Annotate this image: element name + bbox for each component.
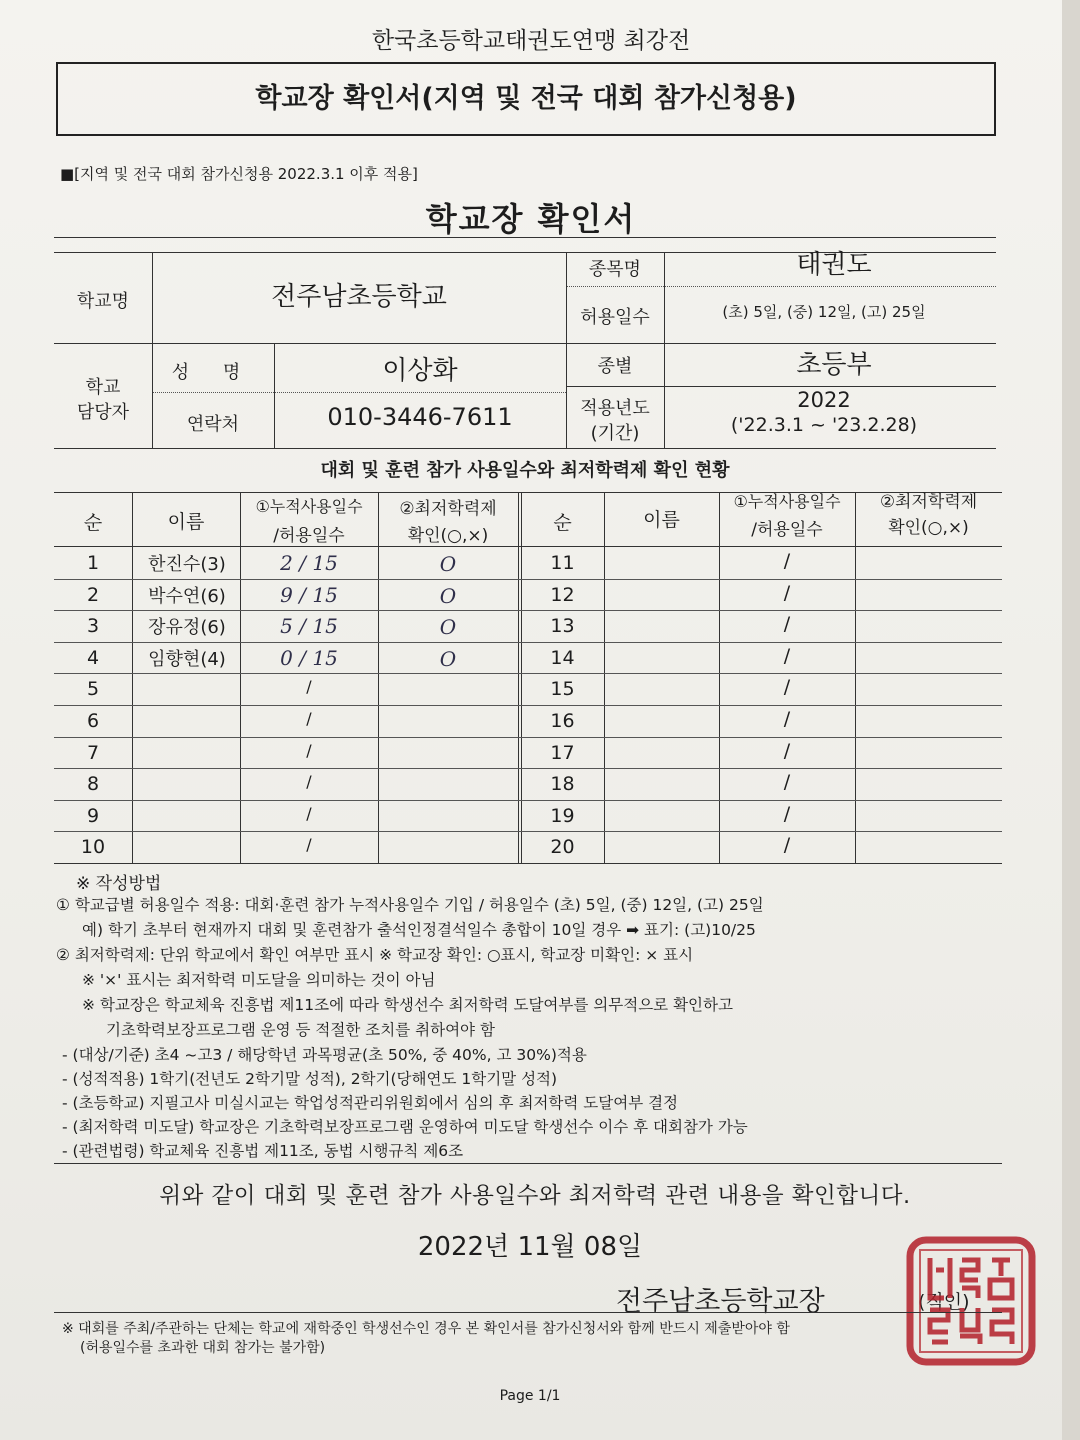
- name-value: 이상화: [382, 356, 458, 386]
- row-number: 20: [550, 836, 575, 859]
- row-number: 5: [86, 678, 100, 701]
- footer-note: (허용일수를 초과한 대회 참가는 불가함): [80, 1340, 326, 1356]
- row-number: 6: [86, 710, 100, 732]
- cumulative-days: /: [783, 771, 791, 794]
- phone-value: 010-3446-7611: [327, 403, 513, 431]
- row-number: 10: [80, 836, 106, 859]
- col-days: /허용일수: [273, 526, 345, 546]
- year-label: 적용년도: [580, 398, 650, 419]
- row-divider: [54, 800, 1002, 801]
- table-line: [604, 492, 605, 863]
- event-value: 태권도: [796, 250, 872, 280]
- info-line: [566, 286, 996, 287]
- table-line: [378, 492, 379, 863]
- minimum-academic-check: O: [439, 583, 457, 608]
- row-divider: [54, 579, 1002, 580]
- instruction-line: ① 학교급별 허용일수 적용: 대회·훈련 참가 누적사용일수 기입 / 허용일수 (초) 5일, (중) 12일, (고) 25일: [56, 896, 764, 914]
- col-days: /허용일수: [751, 520, 823, 540]
- name-label: 성 명: [171, 362, 255, 383]
- instruction-line: ※ '×' 표시는 최저학력 미도달을 의미하는 것이 아님: [82, 971, 436, 989]
- instruction-line: - (최저학력 미도달) 학교장은 기초학력보장프로그램 운영하여 미도달 학생선수 이수 후 대회참가 가능: [62, 1118, 748, 1136]
- divider: [54, 1163, 1002, 1164]
- col-check: 확인(○,×): [407, 526, 489, 546]
- instructions-title: ※ 작성방법: [76, 874, 162, 894]
- main-title: 학교장 확인서: [425, 200, 637, 238]
- row-number: 12: [550, 583, 575, 606]
- cumulative-days: /: [306, 772, 312, 792]
- col-days: ①누적사용일수: [733, 492, 841, 511]
- table-line: [855, 492, 856, 863]
- official-seal: [906, 1236, 1036, 1366]
- page-number: Page 1/1: [499, 1388, 561, 1404]
- cumulative-days: 9 / 15: [280, 582, 338, 607]
- instruction-line: - (관련법령) 학교체육 진흥법 제11조, 동법 시행규칙 제6조: [62, 1142, 464, 1160]
- event-label: 종목명: [588, 259, 642, 280]
- minimum-academic-check: O: [439, 646, 457, 671]
- student-name: 장유정(6): [148, 617, 226, 639]
- cumulative-days: /: [783, 834, 791, 857]
- row-number: 9: [86, 804, 100, 827]
- row-number: 7: [86, 741, 100, 764]
- cumulative-days: 5 / 15: [280, 614, 338, 639]
- boxed-title-frame: [56, 62, 996, 136]
- cumulative-days: /: [306, 835, 312, 855]
- period-value: ('22.3.1 ~ '23.2.28): [730, 414, 918, 436]
- row-number: 11: [550, 552, 575, 574]
- instruction-line: ※ 학교장은 학교체육 진흥법 제11조에 따라 학생선수 최저학력 도달여부를 의무적으로 확인하고: [82, 996, 733, 1014]
- row-number: 15: [550, 678, 575, 701]
- col-check: ②최저학력제: [399, 499, 497, 519]
- cumulative-days: /: [306, 740, 312, 760]
- table-line: [132, 492, 133, 863]
- cumulative-days: /: [306, 803, 312, 823]
- applicability-notice: ■[지역 및 전국 대회 참가신청용 2022.3.1 이후 적용]: [60, 165, 418, 183]
- row-divider: [54, 673, 1002, 674]
- col-check: ②최저학력제: [879, 492, 978, 512]
- table-heading: 대회 및 훈련 참가 사용일수와 최저학력제 확인 현황: [320, 460, 730, 481]
- school-value: 전주남초등학교: [271, 282, 447, 312]
- info-line: [566, 386, 996, 387]
- year-label: (기간): [590, 423, 640, 444]
- contact-label: 담당자: [76, 402, 130, 423]
- info-line: [152, 392, 566, 393]
- days-value: (초) 5일, (중) 12일, (고) 25일: [722, 303, 926, 321]
- days-label: 허용일수: [580, 307, 650, 328]
- cumulative-days: /: [783, 644, 791, 667]
- cumulative-days: /: [306, 709, 312, 728]
- table-line: [518, 492, 519, 863]
- signer-name: 전주남초등학교장: [616, 1286, 825, 1317]
- student-name: 한진수(3): [148, 554, 226, 575]
- instruction-line: - (대상/기준) 초4 ~고3 / 해당학년 과목평균(초 50%, 중 40%, 고 30%)적용: [62, 1046, 587, 1064]
- row-number: 19: [550, 804, 575, 827]
- row-number: 18: [550, 773, 575, 796]
- instruction-line: 예) 학기 초부터 현재까지 대회 및 훈련참가 출석인정결석일수 총합이 10일 경우 ➡ 표기: (고)10/25: [82, 921, 756, 939]
- cumulative-days: 2 / 15: [280, 551, 338, 575]
- organization-title: 한국초등학교태권도연맹 최강전: [371, 28, 691, 54]
- minimum-academic-check: O: [439, 615, 457, 640]
- instruction-line: - (성적적용) 1학기(전년도 2학기말 성적), 2학기(당해연도 1학기말 성적): [62, 1070, 558, 1088]
- seal-mark: (직인): [918, 1291, 970, 1313]
- row-number: 14: [550, 646, 575, 669]
- instruction-line: - (초등학교) 지필고사 미실시교는 학업성적관리위원회에서 심의 후 최저학력 도달여부 결정: [62, 1094, 679, 1112]
- col-no: 순: [553, 512, 572, 534]
- cumulative-days: /: [783, 802, 791, 825]
- row-divider: [54, 831, 1002, 832]
- student-name: 박수연(6): [148, 585, 226, 607]
- row-divider: [54, 705, 1002, 706]
- col-name: 이름: [167, 511, 205, 533]
- col-name: 이름: [643, 509, 680, 531]
- cumulative-days: /: [783, 581, 791, 604]
- row-divider: [54, 610, 1002, 611]
- row-number: 16: [550, 710, 575, 732]
- row-number: 13: [550, 615, 575, 638]
- instruction-line: 기초학력보장프로그램 운영 등 적절한 조치를 취하여야 함: [106, 1021, 495, 1039]
- category-value: 초등부: [796, 350, 872, 380]
- boxed-title: 학교장 확인서(지역 및 전국 대회 참가신청용): [255, 83, 797, 114]
- cumulative-days: /: [783, 676, 791, 699]
- col-check: 확인(○,×): [888, 518, 969, 538]
- row-divider: [54, 642, 1002, 643]
- cumulative-days: /: [783, 739, 791, 762]
- cumulative-days: /: [306, 677, 312, 697]
- row-number: 2: [86, 583, 100, 606]
- table-header-line: [54, 546, 1002, 547]
- row-number: 1: [86, 552, 100, 574]
- cumulative-days: /: [783, 613, 791, 636]
- cumulative-days: /: [783, 550, 791, 572]
- school-label: 학교명: [76, 291, 130, 312]
- cumulative-days: 0 / 15: [280, 645, 338, 670]
- contact-label: 학교: [85, 377, 121, 398]
- row-number: 17: [550, 741, 575, 764]
- cumulative-days: /: [783, 708, 791, 730]
- row-number: 3: [86, 615, 100, 638]
- row-number: 4: [86, 646, 100, 669]
- footer-divider: [54, 1312, 1002, 1313]
- row-number: 8: [86, 773, 100, 796]
- info-border-top: [54, 237, 996, 238]
- instruction-line: ② 최저학력제: 단위 학교에서 확인 여부만 표시 ※ 학교장 확인: ○표시, 학교장 미확인: × 표시: [56, 946, 694, 964]
- minimum-academic-check: O: [439, 552, 457, 576]
- row-divider: [54, 737, 1002, 738]
- category-label: 종별: [597, 356, 633, 377]
- student-name: 임향현(4): [148, 648, 226, 670]
- row-divider: [54, 768, 1002, 769]
- col-no: 순: [83, 512, 103, 534]
- footer-note: ※ 대회를 주최/주관하는 단체는 학교에 재학중인 학생선수인 경우 본 확인서를 참가신청서와 함께 반드시 제출받아야 함: [62, 1321, 790, 1337]
- issue-date: 2022년 11월 08일: [417, 1232, 643, 1262]
- info-border-bottom: [54, 448, 996, 449]
- phone-label: 연락처: [186, 414, 240, 435]
- year-value: 2022: [797, 388, 851, 412]
- table-border-bottom: [54, 863, 1002, 864]
- col-days: ①누적사용일수: [255, 497, 363, 516]
- confirmation-statement: 위와 같이 대회 및 훈련 참가 사용일수와 최저학력 관련 내용을 확인합니다.: [159, 1183, 911, 1209]
